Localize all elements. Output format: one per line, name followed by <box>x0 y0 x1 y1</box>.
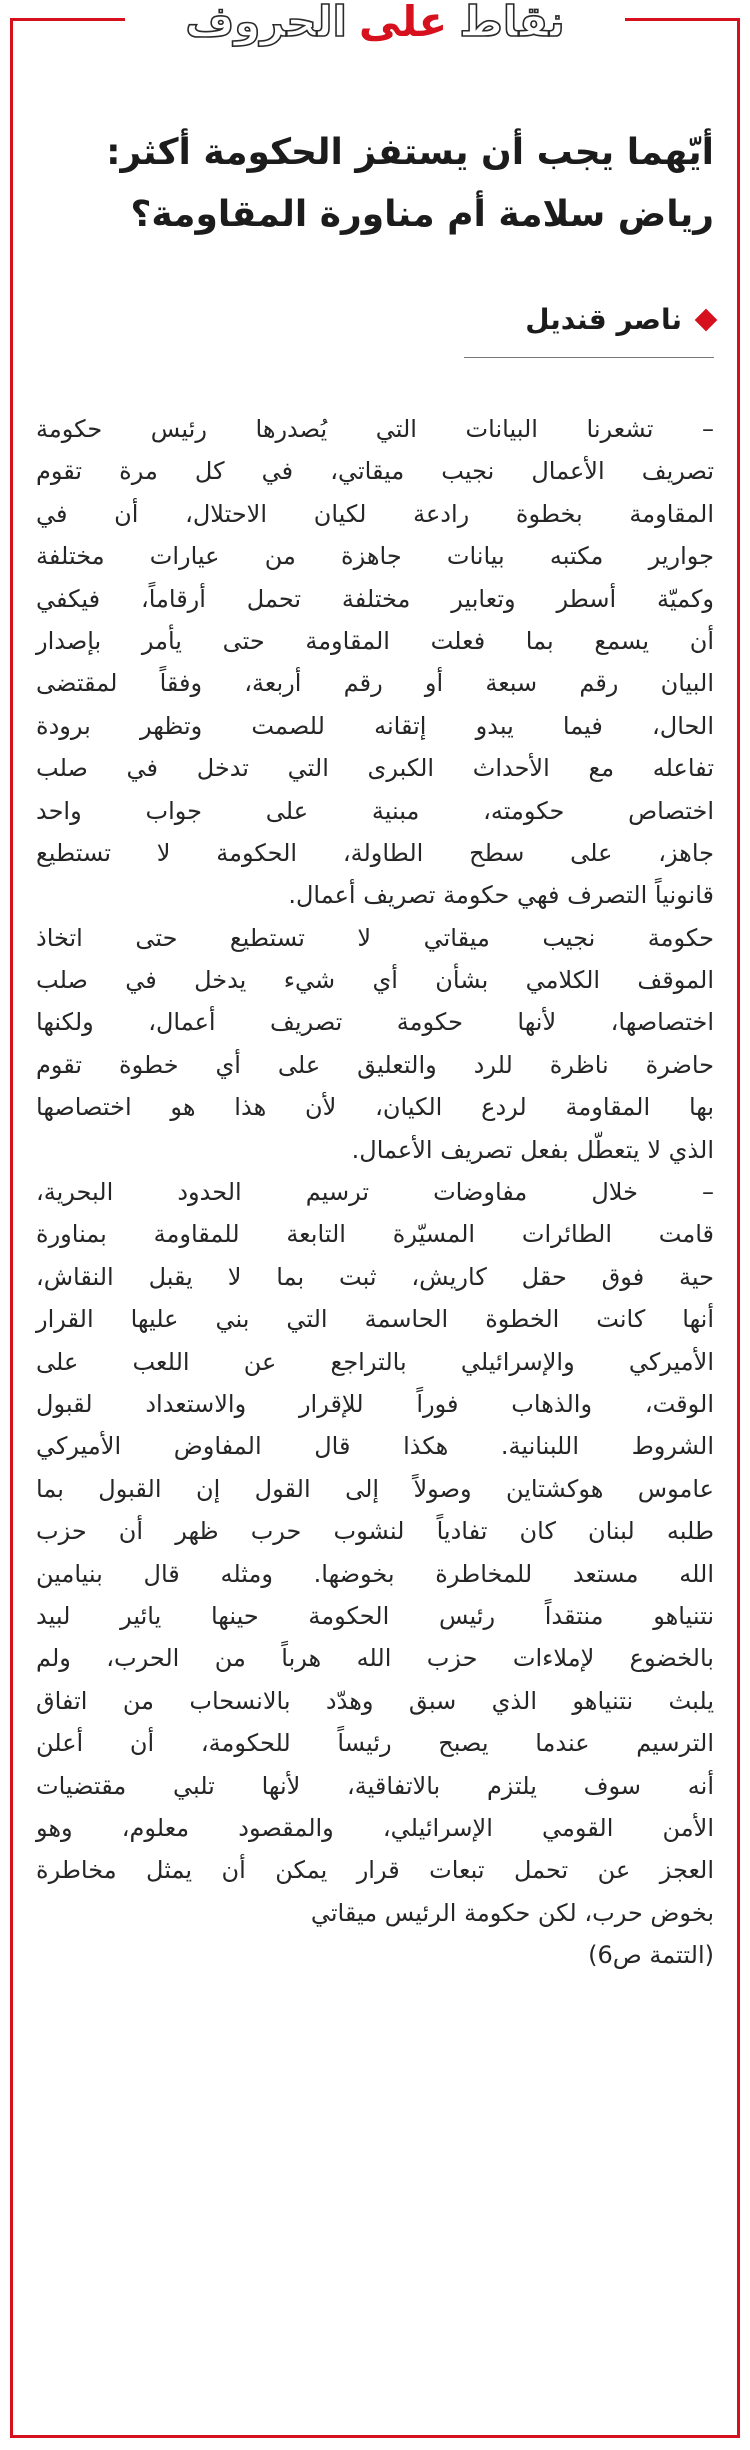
frame-border-top-right <box>625 18 740 21</box>
article-body-line: بخوض حرب، لكن حكومة الرئيس ميقاتي <box>310 1898 714 1927</box>
column-name-header <box>135 0 615 44</box>
article-body-line: المقاومة بخطوة رادعة لكيان الاحتلال، أن في <box>36 499 714 528</box>
article-body-line: أن يسمع بما فعلت المقاومة حتى يأمر بإصدار <box>36 626 714 655</box>
article-headline <box>36 122 714 246</box>
article-body-line: يلبث نتنياهو الذي سبق وهدّد بالانسحاب من اتفاق <box>36 1686 714 1715</box>
article-body-line: الموقف الكلامي بشأن أي شيء يدخل في صلب <box>36 966 714 995</box>
article-body-line: تصريف الأعمال نجيب ميقاتي، في كل مرة تقوم <box>36 457 714 486</box>
article-body-line: قامت الطائرات المسيّرة التابعة للمقاومة بمناورة <box>36 1220 714 1249</box>
article-body-line: – تشعرنا البيانات التي يُصدرها رئيس حكومة <box>36 415 714 443</box>
article-body-line: البيان رقم سبعة أو رقم أربعة، وفقاً لمقتضى <box>36 669 714 698</box>
article-body-line: حية فوق حقل كاريش، ثبت بما لا يقبل النقاش، <box>36 1262 714 1291</box>
article-body-line: الحال، فيما يبدو إتقانه للصمت وتظهر برودة <box>36 711 714 740</box>
headline-line-2: رياض سلامة أم مناورة المقاومة؟ <box>130 194 714 235</box>
frame-border-left <box>10 18 13 2438</box>
author-name: ناصر قنديل <box>525 303 682 336</box>
article-body-line: نتنياهو منتقداً رئيس الحكومة حينها يائير لبيد <box>36 1601 714 1630</box>
article-body-line: تفاعله مع الأحداث الكبرى التي تدخل في صلب <box>36 754 714 783</box>
headline-line-1: أيّهما يجب أن يستفز الحكومة أكثر: <box>106 132 714 173</box>
article-body-line: الله مستعد للمخاطرة بخوضها. ومثله قال بنيامين <box>36 1559 714 1588</box>
article-body-line: الذي لا يتعطّل بفعل تصريف الأعمال. <box>351 1135 714 1164</box>
article-body-line: بالخضوع لإملاءات حزب الله هرباً من الحرب، ولم <box>36 1644 714 1673</box>
article-body-line: أنها كانت الخطوة الحاسمة التي بني عليها القرار <box>36 1305 714 1334</box>
frame-border-bottom <box>10 2435 740 2438</box>
article-body-line: العجز عن تحمل تبعات قرار يمكن أن يمثل مخاطرة <box>36 1856 714 1885</box>
column-name-word-3: الحروف <box>185 0 347 46</box>
article-body-line: جاهز، على سطح الطاولة، الحكومة لا تستطيع <box>36 838 714 867</box>
article-body-line: طلبه لبنان كان تفادياً لنشوب حرب ظهر أن حزب <box>36 1517 714 1546</box>
frame-border-top-left <box>10 18 125 21</box>
article-body-line: حكومة نجيب ميقاتي لا تستطيع حتى اتخاذ <box>36 923 714 952</box>
red-diamond-icon <box>695 309 718 332</box>
article-body-line: وكميّة أسطر وتعابير مختلفة تحمل أرقاماً، فيكفي <box>36 584 714 613</box>
frame-border-right <box>737 18 740 2438</box>
article-body-line: جوارير مكتبه بيانات جاهزة من عيارات مختلفة <box>36 542 714 571</box>
article-body-line: الشروط اللبنانية. هكذا قال المفاوض الأميركي <box>36 1432 714 1461</box>
article-body <box>36 408 714 1976</box>
article-body-line: اختصاصها، لأنها حكومة تصريف أعمال، ولكنها <box>36 1008 714 1037</box>
article-body-line: الأمن القومي الإسرائيلي، والمقصود معلوم، وهو <box>36 1813 714 1842</box>
column-name-word-1: نقاط <box>459 0 565 46</box>
byline <box>525 300 714 340</box>
article-body-line: الأميركي والإسرائيلي بالتراجع عن اللعب على <box>36 1347 714 1376</box>
article-body-line: عاموس هوكشتاين وصولاً إلى القول إن القبول بما <box>36 1474 714 1503</box>
article-body-line: (التتمة ص6) <box>588 1941 714 1970</box>
article-body-line: قانونياً التصرف فهي حكومة تصريف أعمال. <box>288 881 714 910</box>
column-name-word-2: على <box>358 0 448 46</box>
article-body-line: – خلال مفاوضات ترسيم الحدود البحرية، <box>36 1178 714 1207</box>
article-body-line: اختصاص حكومته، مبنية على جواب واحد <box>36 796 714 825</box>
byline-divider <box>464 357 714 358</box>
article-body-line: أنه سوف يلتزم بالاتفاقية، لأنها تلبي مقتضيات <box>36 1771 714 1800</box>
article-body-line: بها المقاومة لردع الكيان، لأن هذا هو اختصاصها <box>36 1093 714 1122</box>
article-body-line: حاضرة ناظرة للرد والتعليق على أي خطوة تقوم <box>36 1050 714 1079</box>
article-body-line: الوقت، والذهاب فوراً للإقرار والاستعداد لقبول <box>36 1389 714 1418</box>
article-body-line: الترسيم عندما يصبح رئيساً للحكومة، أن أعلن <box>36 1729 714 1758</box>
